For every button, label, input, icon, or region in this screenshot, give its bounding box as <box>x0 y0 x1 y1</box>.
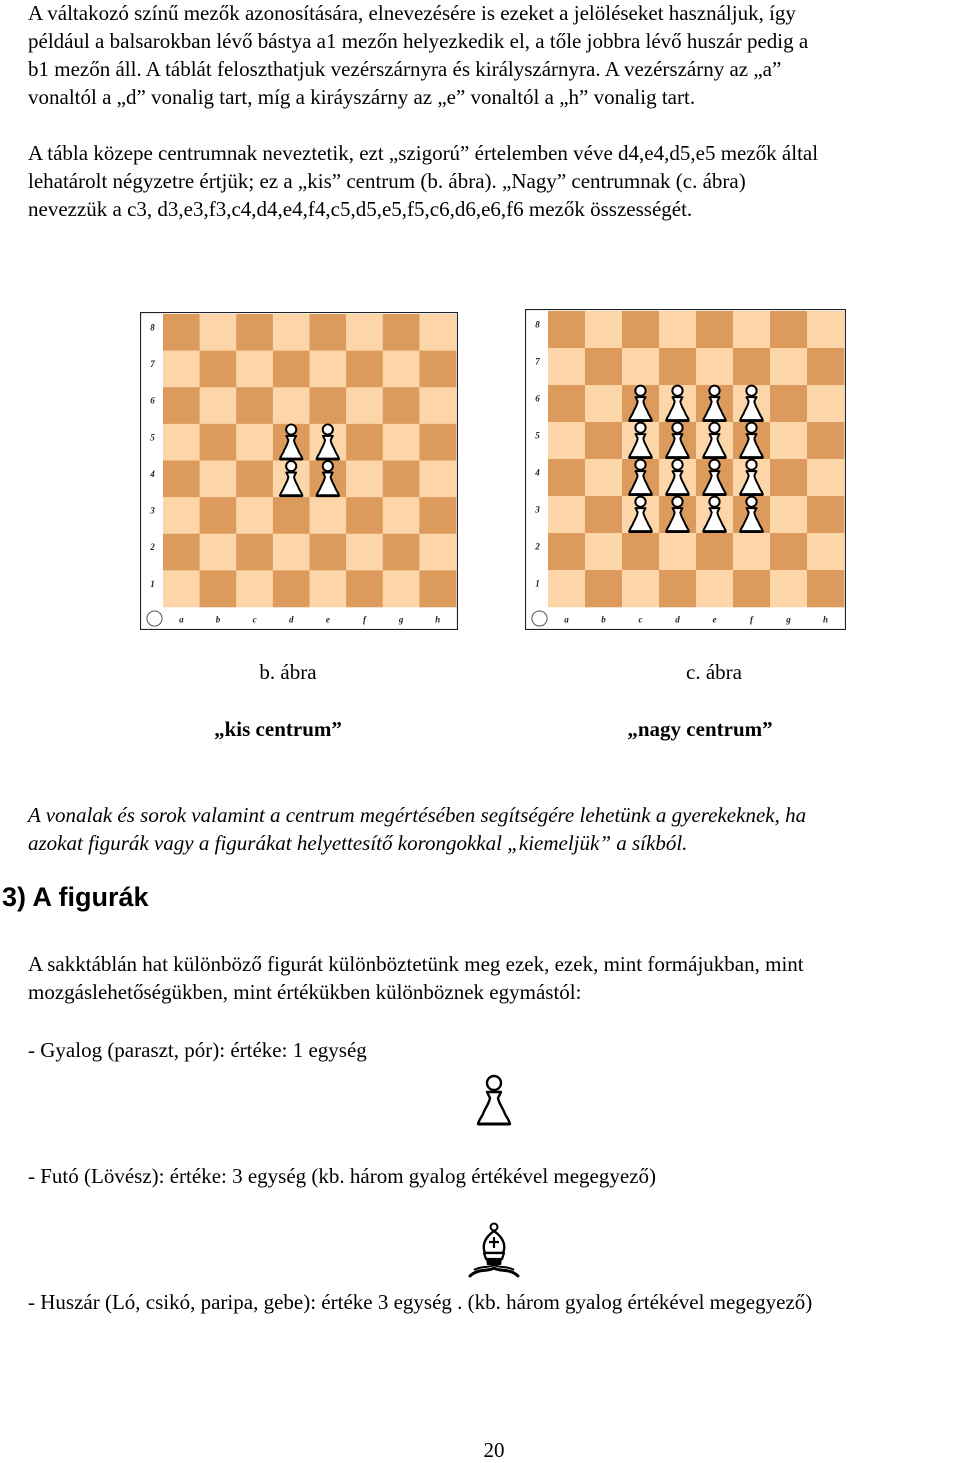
board-square <box>200 497 237 534</box>
board-square <box>383 351 420 388</box>
bishop-value-line: - Futó (Lövész): értéke: 3 egység (kb. három gyalog értékével megegyező) <box>28 1164 657 1188</box>
board-square <box>346 534 383 571</box>
centrum-paragraph <box>28 139 958 223</box>
board-square <box>770 533 807 570</box>
board-square <box>163 314 200 351</box>
text-line: A váltakozó színű mezők azonosítására, elnevezésére is ezeket a jelöléseket használjuk, így <box>28 1 796 25</box>
board-square <box>807 459 844 496</box>
board-square <box>807 311 844 348</box>
board-square <box>807 570 844 607</box>
board-square <box>163 351 200 388</box>
text-line: b1 mezőn áll. A táblát feloszthatjuk vezérszárnyra és királyszárnyra. A vezérszárny az „a” <box>28 57 782 81</box>
board-square <box>770 385 807 422</box>
board-square <box>419 387 456 424</box>
file-label: d <box>675 614 680 625</box>
rank-label: 8 <box>535 319 540 330</box>
board-square <box>346 497 383 534</box>
rank-label: 1 <box>150 578 155 589</box>
text-line: A tábla közepe centrumnak neveztetik, ezt „szigorú” értelemben véve d4,e4,d5,e5 mezők által <box>28 141 819 165</box>
rank-label: 3 <box>150 505 155 516</box>
board-square <box>236 424 273 461</box>
board-square <box>419 314 456 351</box>
rank-label: 4 <box>150 468 155 479</box>
rank-label: 6 <box>150 395 155 406</box>
chess-board-svg <box>525 309 846 630</box>
rank-label: 6 <box>535 393 540 404</box>
file-label: d <box>288 614 294 625</box>
board-square <box>548 459 585 496</box>
board-square <box>383 424 420 461</box>
board-square <box>733 348 770 385</box>
rank-label: 5 <box>150 432 155 443</box>
figure-caption-b: b. ábra <box>259 660 317 684</box>
board-square <box>770 496 807 533</box>
file-label: g <box>786 614 791 625</box>
figure-caption-c: c. ábra <box>686 660 742 684</box>
page-number: 20 <box>483 1438 505 1462</box>
rank-label: 2 <box>150 542 155 553</box>
file-label: c <box>638 614 643 625</box>
board-square <box>585 385 622 422</box>
file-label: a <box>564 614 569 625</box>
white-bishop-icon <box>466 1222 522 1285</box>
board-square <box>346 351 383 388</box>
rank-label: 4 <box>535 467 540 478</box>
board-square <box>733 533 770 570</box>
board-square <box>419 570 456 607</box>
pawn-value-line: - Gyalog (paraszt, pór): értéke: 1 egység <box>28 1038 367 1062</box>
board-square <box>273 314 310 351</box>
board-square <box>659 311 696 348</box>
file-label: b <box>215 614 221 625</box>
board-square <box>733 570 770 607</box>
intro-paragraph <box>28 0 958 111</box>
board-square <box>346 424 383 461</box>
board-square <box>419 351 456 388</box>
board-square <box>163 387 200 424</box>
board-square <box>236 497 273 534</box>
board-square <box>273 387 310 424</box>
board-square <box>236 387 273 424</box>
text-line: A vonalak és sorok valamint a centrum megértésében segítségére lehetünk a gyerekeknek, ha <box>28 803 807 827</box>
file-label: e <box>712 614 717 625</box>
board-square <box>310 570 347 607</box>
board-square <box>236 461 273 498</box>
board-square <box>585 459 622 496</box>
teaching-tip-paragraph <box>28 801 958 857</box>
text-line: például a balsarokban lévő bástya a1 mezőn helyezkedik el, a tőle jobbra lévő huszár pedig a <box>28 29 809 53</box>
board-square <box>419 461 456 498</box>
board-square <box>659 533 696 570</box>
board-square <box>273 534 310 571</box>
board-square <box>622 570 659 607</box>
chess-board-large-centre <box>525 309 846 630</box>
board-square <box>200 351 237 388</box>
board-square <box>310 314 347 351</box>
file-label: e <box>325 614 330 625</box>
board-square <box>419 534 456 571</box>
board-square <box>200 570 237 607</box>
board-square <box>585 533 622 570</box>
rank-label: 2 <box>535 541 540 552</box>
board-square <box>548 422 585 459</box>
board-square <box>733 311 770 348</box>
board-square <box>163 497 200 534</box>
board-square <box>770 422 807 459</box>
board-square <box>200 461 237 498</box>
board-square <box>383 534 420 571</box>
file-label: a <box>179 614 184 625</box>
side-indicator-icon <box>147 611 162 626</box>
board-square <box>696 570 733 607</box>
board-square <box>273 497 310 534</box>
board-square <box>346 314 383 351</box>
file-label: h <box>435 614 441 625</box>
chess-board-svg <box>140 312 458 630</box>
board-square <box>807 533 844 570</box>
board-square <box>310 534 347 571</box>
board-square <box>346 461 383 498</box>
side-indicator-icon <box>532 611 547 626</box>
section-heading: 3) A figurák <box>2 882 149 912</box>
board-square <box>200 387 237 424</box>
board-square <box>383 461 420 498</box>
board-square <box>770 348 807 385</box>
board-square <box>346 570 383 607</box>
file-label: h <box>822 614 829 625</box>
text-line: nevezzük a c3, d3,e3,f3,c4,d4,e4,f4,c5,d5,e5,f5,c6,d6,e6,f6 mezők összességét. <box>28 197 693 221</box>
board-square <box>696 533 733 570</box>
text-line: A sakktáblán hat különböző figurát különböztetünk meg ezek, ezek, mint formájukban, mint <box>28 952 804 976</box>
board-square <box>346 387 383 424</box>
board-square <box>807 496 844 533</box>
board-square <box>696 348 733 385</box>
rank-label: 7 <box>150 359 155 370</box>
board-square <box>659 348 696 385</box>
file-label: f <box>750 614 753 625</box>
text-line: vonaltól a „d” vonalig tart, míg a kiráyszárny az „e” vonaltól a „h” vonalig tart. <box>28 85 696 109</box>
board-square <box>273 570 310 607</box>
figure-subtitle-b: „kis centrum” <box>214 717 342 741</box>
board-square <box>585 311 622 348</box>
rank-label: 5 <box>535 430 540 441</box>
rank-label: 3 <box>535 504 540 515</box>
board-square <box>236 534 273 571</box>
file-label: b <box>601 614 606 625</box>
board-square <box>236 314 273 351</box>
board-square <box>383 387 420 424</box>
board-square <box>236 570 273 607</box>
board-square <box>383 314 420 351</box>
board-square <box>585 348 622 385</box>
white-pawn-icon <box>472 1074 516 1133</box>
text-line: lehatárolt négyzetre értjük; ez a „kis” centrum (b. ábra). „Nagy” centrumnak (c. ábra) <box>28 169 746 193</box>
board-square <box>622 311 659 348</box>
board-square <box>200 534 237 571</box>
board-square <box>236 351 273 388</box>
board-square <box>770 570 807 607</box>
board-square <box>548 533 585 570</box>
board-square <box>419 424 456 461</box>
board-square <box>310 351 347 388</box>
board-square <box>200 314 237 351</box>
rank-label: 1 <box>535 578 540 589</box>
board-square <box>310 497 347 534</box>
board-square <box>548 496 585 533</box>
board-square <box>622 348 659 385</box>
board-square <box>585 422 622 459</box>
board-square <box>163 570 200 607</box>
board-square <box>419 497 456 534</box>
board-square <box>585 570 622 607</box>
board-square <box>585 496 622 533</box>
board-square <box>807 422 844 459</box>
board-square <box>163 534 200 571</box>
board-square <box>807 385 844 422</box>
board-square <box>696 311 733 348</box>
rank-label: 8 <box>150 322 155 333</box>
chess-board-small-centre <box>140 312 458 630</box>
file-label: c <box>252 614 257 625</box>
board-square <box>163 461 200 498</box>
board-square <box>273 351 310 388</box>
board-square <box>383 570 420 607</box>
file-label: f <box>362 614 366 625</box>
board-square <box>659 570 696 607</box>
board-square <box>200 424 237 461</box>
pieces-intro-paragraph <box>28 950 958 1006</box>
board-square <box>548 385 585 422</box>
board-square <box>548 311 585 348</box>
board-square <box>310 387 347 424</box>
board-square <box>163 424 200 461</box>
board-square <box>807 348 844 385</box>
board-square <box>770 311 807 348</box>
figure-subtitle-c: „nagy centrum” <box>627 717 773 741</box>
rank-label: 7 <box>535 356 540 367</box>
board-square <box>770 459 807 496</box>
knight-value-line: - Huszár (Ló, csikó, paripa, gebe): értéke 3 egység . (kb. három gyalog értékével megegyező) <box>28 1290 813 1314</box>
board-square <box>622 533 659 570</box>
text-line: azokat figurák vagy a figurákat helyettesítő korongokkal „kiemeljük” a síkból. <box>28 831 688 855</box>
text-line: mozgáslehetőségükben, mint értékükben különböznek egymástól: <box>28 980 582 1004</box>
board-square <box>548 570 585 607</box>
board-square <box>383 497 420 534</box>
board-square <box>548 348 585 385</box>
file-label: g <box>398 614 404 625</box>
